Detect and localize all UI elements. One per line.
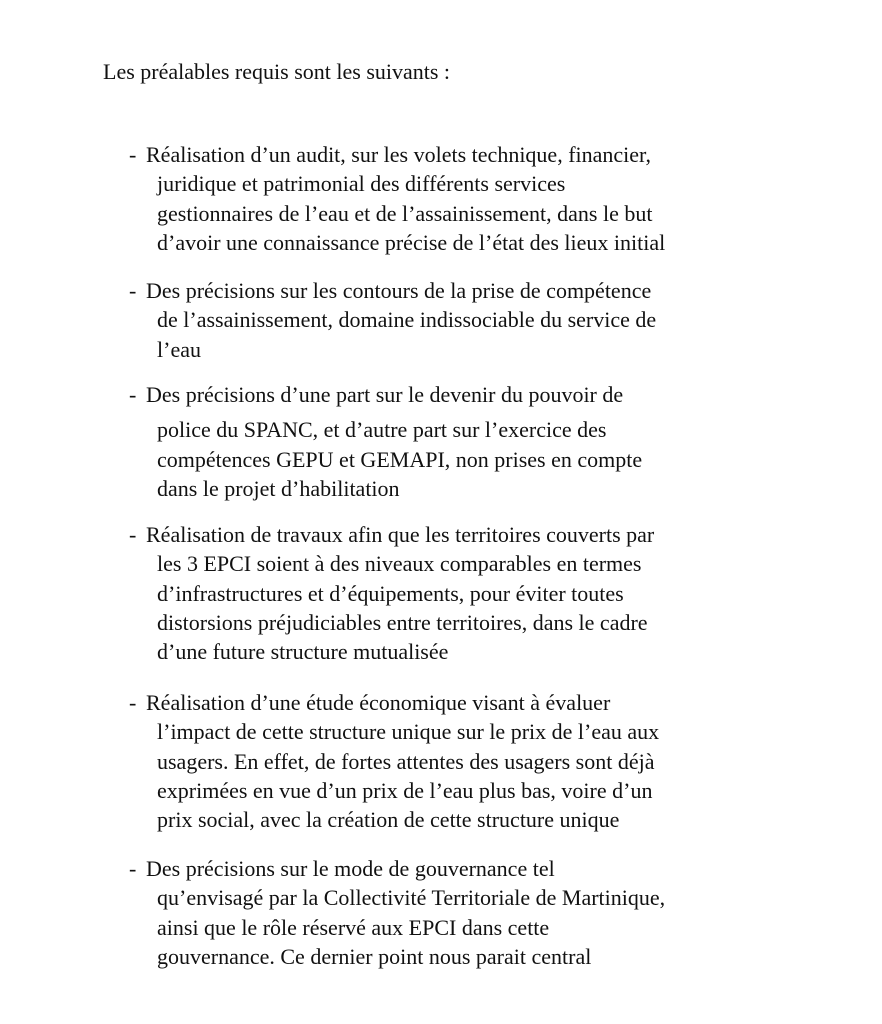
bullet-dash: - — [129, 690, 137, 715]
item-line: Réalisation d’un audit, sur les volets technique, financier, — [146, 142, 651, 167]
list-item — [129, 380, 849, 503]
item-line: l’eau — [157, 336, 201, 362]
item-line: d’infrastructures et d’équipements, pour éviter toutes — [157, 580, 624, 606]
item-line: ainsi que le rôle réservé aux EPCI dans cette — [157, 914, 550, 940]
item-line: dans le projet d’habilitation — [157, 475, 400, 501]
item-line: l’impact de cette structure unique sur le prix de l’eau aux — [157, 719, 660, 745]
intro-text: Les préalables requis sont les suivants : — [103, 59, 451, 84]
item-line: Des précisions sur le mode de gouvernance tel — [146, 856, 555, 881]
item-line: qu’envisagé par la Collectivité Territoriale de Martinique, — [157, 885, 666, 911]
item-line: police du SPANC, et d’autre part sur l’exercice des — [157, 417, 607, 443]
item-line: Réalisation de travaux afin que les territoires couverts par — [146, 522, 655, 547]
bullet-dash: - — [129, 522, 137, 547]
item-line: d’avoir une connaissance précise de l’état des lieux initial — [157, 229, 666, 255]
item-line: de l’assainissement, domaine indissociable du service de — [157, 307, 657, 333]
list-item — [129, 854, 849, 971]
item-line: Des précisions d’une part sur le devenir du pouvoir de — [146, 382, 624, 407]
bullet-dash: - — [129, 278, 137, 303]
item-line: gestionnaires de l’eau et de l’assainissement, dans le but — [157, 200, 653, 226]
item-line: usagers. En effet, de fortes attentes des usagers sont déjà — [157, 748, 655, 774]
item-line: juridique et patrimonial des différents services — [157, 171, 566, 197]
item-line: exprimées en vue d’un prix de l’eau plus bas, voire d’un — [157, 777, 653, 803]
item-line: Réalisation d’une étude économique visant à évaluer — [146, 690, 611, 715]
bullet-dash: - — [129, 382, 137, 407]
bullet-dash: - — [129, 142, 137, 167]
item-line: Des précisions sur les contours de la prise de compétence — [146, 278, 652, 303]
item-line: distorsions préjudiciables entre territoires, dans le cadre — [157, 609, 648, 635]
item-line: d’une future structure mutualisée — [157, 639, 449, 665]
list-item — [129, 688, 849, 834]
item-line: compétences GEPU et GEMAPI, non prises en compte — [157, 446, 643, 472]
list-item — [129, 520, 849, 666]
item-line: prix social, avec la création de cette structure unique — [157, 807, 620, 833]
list-item — [129, 276, 849, 364]
bullet-dash: - — [129, 856, 137, 881]
item-line: les 3 EPCI soient à des niveaux comparables en termes — [157, 551, 642, 577]
item-line: gouvernance. Ce dernier point nous parait central — [157, 943, 592, 969]
list-item — [129, 140, 849, 257]
